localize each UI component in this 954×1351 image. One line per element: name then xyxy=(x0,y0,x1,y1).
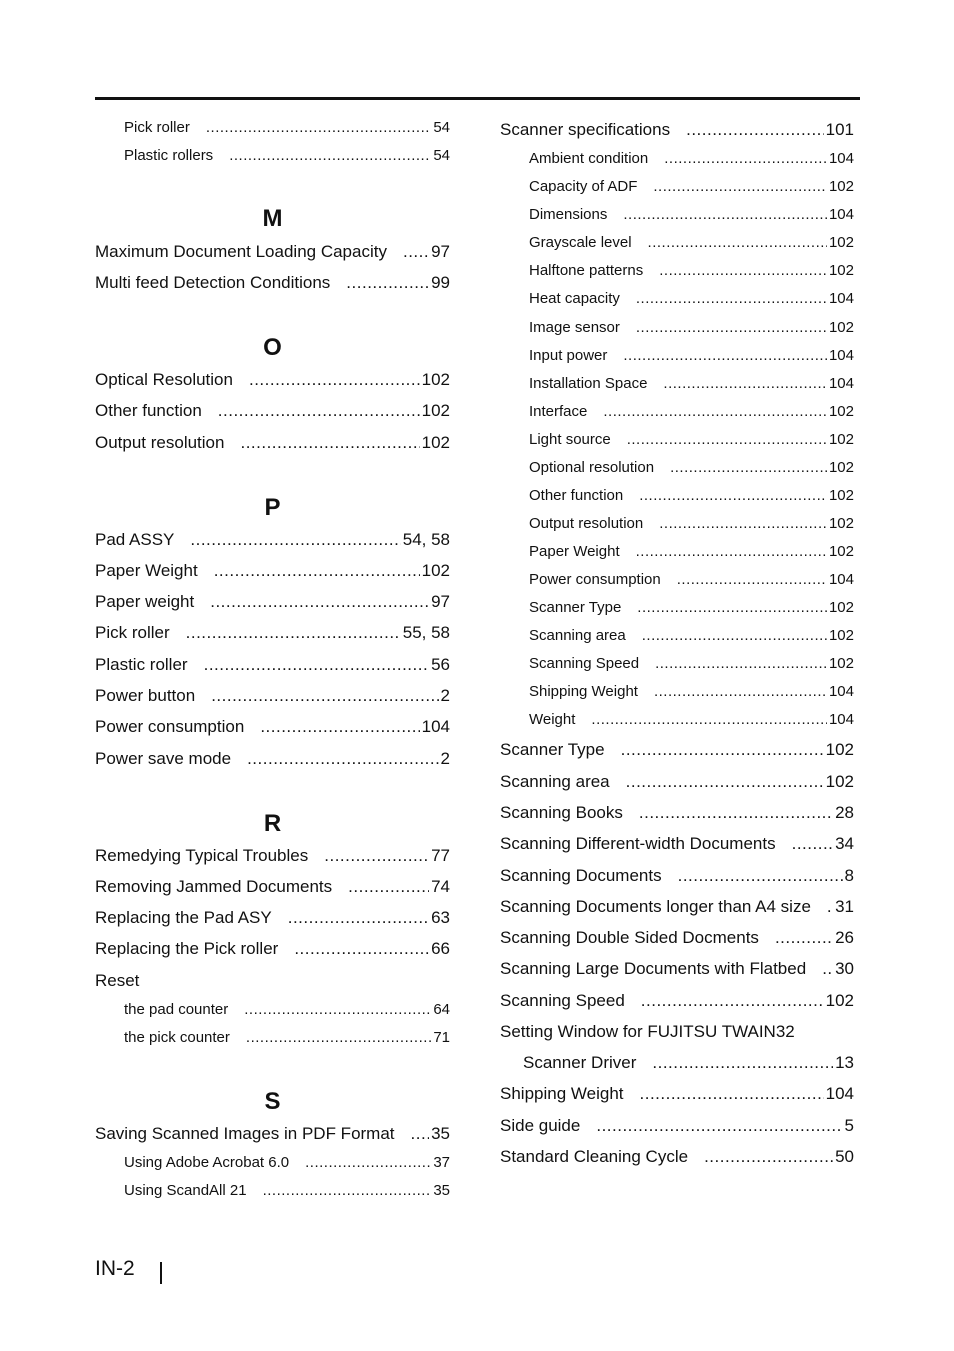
entry-label: Pick roller xyxy=(95,623,170,642)
dot-leader xyxy=(249,370,420,390)
entry-page-ref[interactable]: 102 xyxy=(828,627,854,644)
dot-leader xyxy=(218,401,420,421)
dot-leader xyxy=(211,686,438,706)
dot-leader xyxy=(636,319,827,336)
entry-label: the pad counter xyxy=(124,1001,229,1018)
entry-page-ref[interactable]: 66 xyxy=(431,939,450,958)
dot-leader xyxy=(263,1182,432,1199)
dot-leader xyxy=(655,655,827,672)
entry-label: Saving Scanned Images in PDF Format xyxy=(95,1124,395,1143)
entry-page-ref[interactable]: 102 xyxy=(828,487,854,504)
entry-label: Halftone patterns xyxy=(529,262,644,279)
entry-page-ref[interactable]: 97 xyxy=(431,242,450,261)
entry-label: Shipping Weight xyxy=(500,1084,624,1103)
dot-leader xyxy=(186,623,401,643)
dot-leader xyxy=(346,273,429,293)
entry-page-ref[interactable]: 102 xyxy=(421,401,450,420)
index-subentry[interactable] xyxy=(500,375,854,397)
dot-leader xyxy=(210,592,429,612)
index-entry[interactable] xyxy=(500,959,854,981)
entry-page-ref[interactable]: 104 xyxy=(825,1084,854,1103)
dot-leader xyxy=(659,515,827,532)
entry-page-ref[interactable]: 54, 58 xyxy=(402,530,450,549)
index-subentry[interactable] xyxy=(500,178,854,200)
entry-label: Scanner Type xyxy=(500,740,605,759)
dot-leader xyxy=(214,561,420,581)
entry-page-ref[interactable]: 26 xyxy=(835,928,854,947)
entry-label: Dimensions xyxy=(529,206,608,223)
entry-page-ref[interactable]: 102 xyxy=(828,403,854,420)
entry-page-ref[interactable]: 102 xyxy=(825,991,854,1010)
entry-label: Setting Window for FUJITSU TWAIN32 xyxy=(500,1022,795,1041)
entry-page-ref[interactable]: 77 xyxy=(431,846,450,865)
entry-label: Other function xyxy=(95,401,202,420)
dot-leader xyxy=(403,242,429,262)
dot-leader xyxy=(204,655,429,675)
entry-label: Paper Weight xyxy=(95,561,198,580)
entry-label: Scanner Driver xyxy=(523,1053,637,1072)
index-subentry[interactable] xyxy=(500,543,854,565)
entry-label: Output resolution xyxy=(95,433,225,452)
entry-label: Power consumption xyxy=(95,717,245,736)
dot-leader xyxy=(648,234,827,251)
entry-page-ref[interactable]: 2 xyxy=(440,686,450,705)
entry-label: Replacing the Pad ASY xyxy=(95,908,272,927)
index-entry[interactable] xyxy=(95,939,450,961)
entry-label: Scanning Documents xyxy=(500,866,662,885)
entry-label: Power button xyxy=(95,686,196,705)
entry-page-ref[interactable]: 99 xyxy=(431,273,450,292)
entry-page-ref[interactable]: 56 xyxy=(431,655,450,674)
dot-leader xyxy=(229,147,431,164)
index-subentry[interactable] xyxy=(95,1182,450,1204)
index-entry[interactable] xyxy=(95,623,450,645)
entry-label: Scanner specifications xyxy=(500,120,671,139)
dot-leader xyxy=(247,749,438,769)
dot-leader xyxy=(659,262,827,279)
entry-label: Scanning Large Documents with Flatbed xyxy=(500,959,807,978)
entry-page-ref[interactable]: 102 xyxy=(421,433,450,452)
index-subentry[interactable] xyxy=(500,206,854,228)
section-letter: O xyxy=(263,334,282,361)
entry-label: Power save mode xyxy=(95,749,232,768)
index-entry[interactable] xyxy=(95,655,450,677)
index-entry[interactable] xyxy=(500,866,854,888)
dot-leader xyxy=(704,1147,833,1167)
entry-page-ref[interactable]: 102 xyxy=(828,655,854,672)
dot-leader xyxy=(206,119,431,136)
index-subentry[interactable] xyxy=(500,150,854,172)
entry-page-ref[interactable]: 64 xyxy=(433,1001,450,1018)
entry-page-ref[interactable]: 104 xyxy=(421,717,450,736)
index-entry[interactable] xyxy=(500,740,854,762)
index-subentry[interactable] xyxy=(500,262,854,284)
dot-leader xyxy=(653,178,827,195)
entry-page-ref[interactable]: 101 xyxy=(825,120,854,139)
dot-leader xyxy=(652,1053,833,1073)
dot-leader xyxy=(775,928,833,948)
entry-page-ref[interactable]: 102 xyxy=(828,543,854,560)
entry-page-ref[interactable]: 35 xyxy=(431,1124,450,1143)
dot-leader xyxy=(640,1084,824,1104)
index-entry[interactable] xyxy=(500,1022,854,1044)
index-entry[interactable] xyxy=(95,686,450,708)
entry-page-ref[interactable]: 104 xyxy=(828,571,854,588)
index-entry[interactable] xyxy=(500,991,854,1013)
entry-label: Optical Resolution xyxy=(95,370,233,389)
entry-label: Shipping Weight xyxy=(529,683,638,700)
entry-label: Heat capacity xyxy=(529,290,620,307)
top-rule xyxy=(95,97,860,100)
entry-page-ref[interactable]: 97 xyxy=(431,592,450,611)
entry-label: Plastic rollers xyxy=(124,147,214,164)
index-entry[interactable] xyxy=(500,897,854,919)
entry-page-ref[interactable]: 104 xyxy=(828,347,854,364)
index-subentry[interactable] xyxy=(500,403,854,425)
entry-label: Capacity of ADF xyxy=(529,178,638,195)
index-entry[interactable] xyxy=(95,561,450,583)
entry-label: Installation Space xyxy=(529,375,648,392)
entry-label: Scanning area xyxy=(529,627,626,644)
dot-leader xyxy=(636,543,827,560)
section-letter: P xyxy=(264,494,281,521)
dot-leader xyxy=(677,571,827,588)
entry-label: Multi feed Detection Conditions xyxy=(95,273,331,292)
entry-label: Paper weight xyxy=(95,592,195,611)
index-entry[interactable] xyxy=(500,1147,854,1169)
index-entry[interactable] xyxy=(500,1053,854,1075)
page-number: IN-2 xyxy=(95,1257,135,1280)
entry-page-ref[interactable]: 102 xyxy=(828,459,854,476)
index-subentry[interactable] xyxy=(500,431,854,453)
dot-leader xyxy=(411,1124,430,1144)
dot-leader xyxy=(348,877,429,897)
entry-page-ref[interactable]: 55, 58 xyxy=(402,623,450,642)
entry-page-ref[interactable]: 104 xyxy=(828,206,854,223)
entry-page-ref[interactable]: 102 xyxy=(825,772,854,791)
entry-label: Side guide xyxy=(500,1116,581,1135)
entry-page-ref[interactable]: 104 xyxy=(828,683,854,700)
entry-page-ref[interactable]: 102 xyxy=(825,740,854,759)
entry-label: Reset xyxy=(95,971,140,990)
dot-leader xyxy=(792,834,833,854)
index-subentry[interactable] xyxy=(500,683,854,705)
dot-leader xyxy=(636,290,827,307)
dot-leader xyxy=(641,991,824,1011)
dot-leader xyxy=(596,1116,842,1136)
index-entry[interactable] xyxy=(95,433,450,455)
entry-label: Scanning Books xyxy=(500,803,623,822)
entry-page-ref[interactable]: 102 xyxy=(828,431,854,448)
index-entry[interactable] xyxy=(95,370,450,392)
index-entry[interactable] xyxy=(500,1084,854,1106)
dot-leader xyxy=(305,1154,431,1171)
index-entry[interactable] xyxy=(95,877,450,899)
entry-page-ref[interactable]: 102 xyxy=(828,599,854,616)
index-entry[interactable] xyxy=(500,772,854,794)
index-entry[interactable] xyxy=(95,971,450,993)
dot-leader xyxy=(822,959,833,979)
entry-page-ref[interactable]: 102 xyxy=(828,178,854,195)
entry-label: Using Adobe Acrobat 6.0 xyxy=(124,1154,290,1171)
entry-label: Grayscale level xyxy=(529,234,632,251)
index-entry[interactable] xyxy=(95,242,450,264)
section-letter: M xyxy=(262,205,283,232)
index-subentry[interactable] xyxy=(500,319,854,341)
dot-leader xyxy=(686,120,824,140)
entry-label: Interface xyxy=(529,403,588,420)
entry-label: Scanning Different-width Documents xyxy=(500,834,776,853)
entry-label: Scanning area xyxy=(500,772,610,791)
index-subentry[interactable] xyxy=(500,711,854,733)
index-entry[interactable] xyxy=(500,803,854,825)
entry-label: Power consumption xyxy=(529,571,661,588)
entry-label: Maximum Document Loading Capacity xyxy=(95,242,387,261)
index-entry[interactable] xyxy=(95,717,450,739)
entry-page-ref[interactable]: 13 xyxy=(835,1053,854,1072)
entry-label: Optional resolution xyxy=(529,459,655,476)
index-entry[interactable] xyxy=(95,749,450,771)
entry-label: Other function xyxy=(529,487,624,504)
dot-leader xyxy=(623,206,827,223)
entry-label: Removing Jammed Documents xyxy=(95,877,333,896)
dot-leader xyxy=(678,866,843,886)
entry-page-ref[interactable]: 8 xyxy=(844,866,854,885)
dot-leader xyxy=(639,803,833,823)
entry-label: Pad ASSY xyxy=(95,530,175,549)
entry-page-ref[interactable]: 71 xyxy=(433,1029,450,1046)
index-subentry[interactable] xyxy=(500,599,854,621)
dot-leader xyxy=(288,908,429,928)
index-entry[interactable] xyxy=(95,401,450,423)
dot-leader xyxy=(260,717,419,737)
index-subentry[interactable] xyxy=(500,655,854,677)
index-subentry[interactable] xyxy=(95,1029,450,1051)
index-subentry[interactable] xyxy=(95,1154,450,1176)
dot-leader xyxy=(190,530,400,550)
dot-leader xyxy=(240,433,419,453)
dot-leader xyxy=(639,487,827,504)
entry-page-ref[interactable]: 102 xyxy=(828,515,854,532)
entry-label: Paper Weight xyxy=(529,543,620,560)
index-entry[interactable] xyxy=(95,908,450,930)
entry-label: Input power xyxy=(529,347,608,364)
entry-page-ref[interactable]: 37 xyxy=(433,1154,450,1171)
index-subentry[interactable] xyxy=(500,515,854,537)
dot-leader xyxy=(664,150,827,167)
index-subentry[interactable] xyxy=(500,347,854,369)
index-entry[interactable] xyxy=(95,592,450,614)
entry-page-ref[interactable]: 102 xyxy=(828,262,854,279)
entry-page-ref[interactable]: 34 xyxy=(835,834,854,853)
index-subentry[interactable] xyxy=(500,487,854,509)
index-subentry[interactable] xyxy=(500,627,854,649)
entry-label: Standard Cleaning Cycle xyxy=(500,1147,689,1166)
index-subentry[interactable] xyxy=(500,571,854,593)
footer-divider xyxy=(160,1262,162,1284)
entry-page-ref[interactable]: 54 xyxy=(433,119,450,136)
dot-leader xyxy=(591,711,827,728)
index-entry[interactable] xyxy=(500,834,854,856)
dot-leader xyxy=(621,740,824,760)
entry-page-ref[interactable]: 35 xyxy=(433,1182,450,1199)
dot-leader xyxy=(246,1029,431,1046)
dot-leader xyxy=(244,1001,431,1018)
entry-label: Scanning Double Sided Docments xyxy=(500,928,759,947)
index-subentry[interactable] xyxy=(95,1001,450,1023)
dot-leader xyxy=(663,375,827,392)
entry-page-ref[interactable]: 102 xyxy=(421,370,450,389)
entry-label: Scanning Speed xyxy=(529,655,640,672)
entry-label: Using ScandAll 21 xyxy=(124,1182,247,1199)
entry-page-ref[interactable]: 102 xyxy=(828,234,854,251)
entry-label: the pick counter xyxy=(124,1029,230,1046)
dot-leader xyxy=(670,459,827,476)
entry-page-ref[interactable]: 50 xyxy=(835,1147,854,1166)
entry-page-ref[interactable]: 104 xyxy=(828,290,854,307)
entry-label: Output resolution xyxy=(529,515,644,532)
index-entry[interactable] xyxy=(95,846,450,868)
dot-leader xyxy=(294,939,429,959)
entry-label: Ambient condition xyxy=(529,150,649,167)
index-subentry[interactable] xyxy=(500,459,854,481)
section-letter: R xyxy=(263,810,282,837)
entry-label: Scanner Type xyxy=(529,599,622,616)
index-subentry[interactable] xyxy=(95,147,450,169)
index-entry[interactable] xyxy=(500,120,854,142)
entry-page-ref[interactable]: 54 xyxy=(433,147,450,164)
index-subentry[interactable] xyxy=(500,290,854,312)
entry-page-ref[interactable]: 28 xyxy=(835,803,854,822)
entry-page-ref[interactable]: 31 xyxy=(835,897,854,916)
entry-label: Scanning Documents longer than A4 size xyxy=(500,897,811,916)
entry-page-ref[interactable]: 104 xyxy=(828,711,854,728)
entry-page-ref[interactable]: 102 xyxy=(828,319,854,336)
index-entry[interactable] xyxy=(95,1124,450,1146)
entry-page-ref[interactable]: 2 xyxy=(440,749,450,768)
entry-label: Light source xyxy=(529,431,611,448)
entry-label: Weight xyxy=(529,711,576,728)
entry-label: Scanning Speed xyxy=(500,991,625,1010)
entry-label: Pick roller xyxy=(124,119,190,136)
dot-leader xyxy=(603,403,827,420)
dot-leader xyxy=(324,846,429,866)
entry-page-ref[interactable]: 102 xyxy=(421,561,450,580)
entry-page-ref[interactable]: 104 xyxy=(828,150,854,167)
dot-leader xyxy=(654,683,827,700)
entry-page-ref[interactable]: 74 xyxy=(431,877,450,896)
entry-label: Replacing the Pick roller xyxy=(95,939,279,958)
entry-label: Plastic roller xyxy=(95,655,188,674)
section-letter: S xyxy=(264,1088,281,1115)
index-entry[interactable] xyxy=(95,530,450,552)
entry-page-ref[interactable]: 63 xyxy=(431,908,450,927)
index-subentry[interactable] xyxy=(95,119,450,141)
dot-leader xyxy=(626,772,824,792)
index-entry[interactable] xyxy=(500,1116,854,1138)
entry-page-ref[interactable]: 104 xyxy=(828,375,854,392)
dot-leader xyxy=(642,627,827,644)
dot-leader xyxy=(627,431,827,448)
index-entry[interactable] xyxy=(500,928,854,950)
entry-label: Remedying Typical Troubles xyxy=(95,846,309,865)
index-entry[interactable] xyxy=(95,273,450,295)
entry-label: Image sensor xyxy=(529,319,620,336)
entry-page-ref[interactable]: 30 xyxy=(835,959,854,978)
dot-leader xyxy=(623,347,827,364)
entry-page-ref[interactable]: 5 xyxy=(844,1116,854,1135)
index-subentry[interactable] xyxy=(500,234,854,256)
dot-leader xyxy=(637,599,827,616)
